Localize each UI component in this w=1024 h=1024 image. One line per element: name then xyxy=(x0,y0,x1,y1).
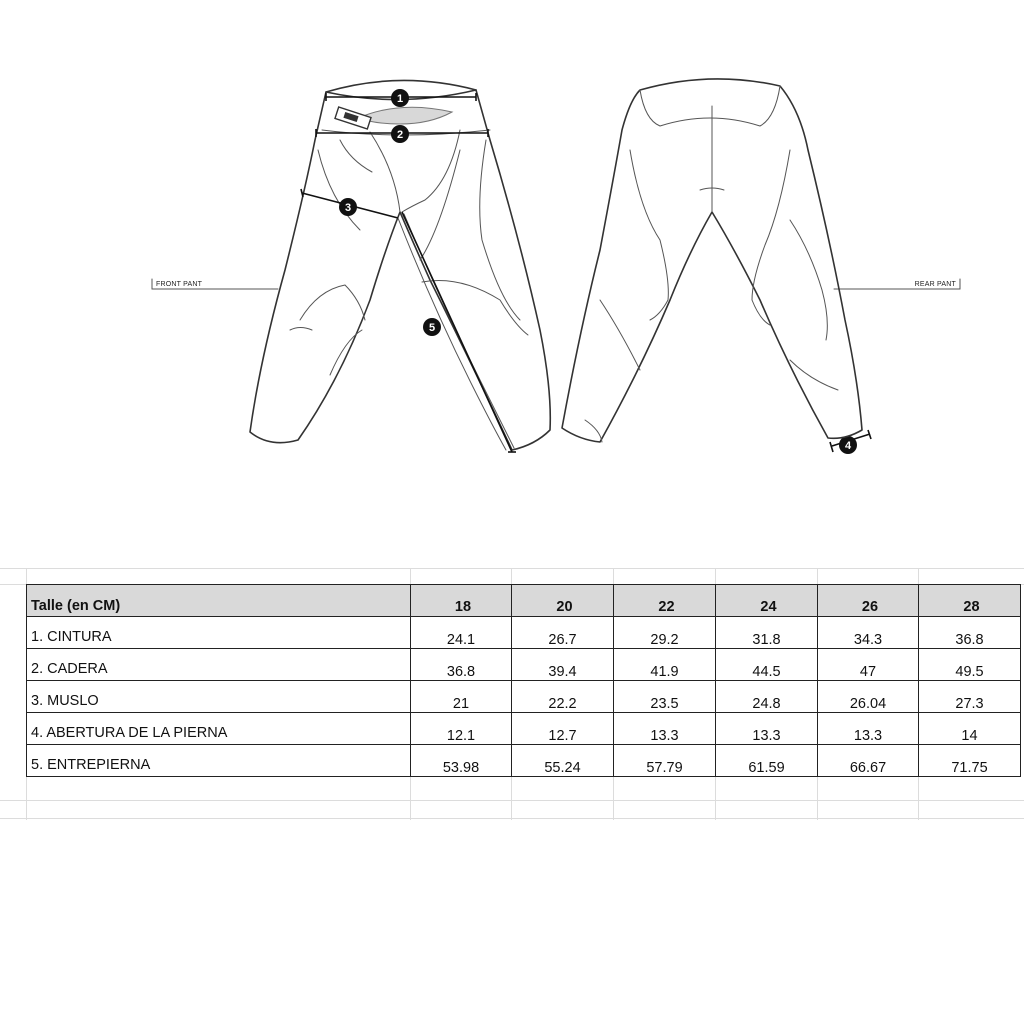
marker-5-label: 5 xyxy=(428,322,436,334)
size-header: 20 xyxy=(512,585,614,617)
header-label: Talle (en CM) xyxy=(27,585,411,617)
row-label: 5. ENTREPIERNA xyxy=(27,745,411,777)
table-header-row xyxy=(27,585,1021,617)
table-cell: 61.59 xyxy=(716,745,818,777)
table-cell: 44.5 xyxy=(716,649,818,681)
table-cell: 12.7 xyxy=(512,713,614,745)
table-cell: 57.79 xyxy=(614,745,716,777)
size-chart-table xyxy=(26,584,1021,777)
front-pant-label: FRONT PANT xyxy=(156,281,203,288)
table-cell: 27.3 xyxy=(919,681,1021,713)
table-cell: 29.2 xyxy=(614,617,716,649)
size-header: 28 xyxy=(919,585,1021,617)
marker-4-label: 4 xyxy=(844,440,852,452)
table-cell: 12.1 xyxy=(411,713,512,745)
size-header: 22 xyxy=(614,585,716,617)
table-cell: 13.3 xyxy=(614,713,716,745)
table-cell: 21 xyxy=(411,681,512,713)
table-cell: 66.67 xyxy=(818,745,919,777)
table-cell: 71.75 xyxy=(919,745,1021,777)
table-cell: 26.04 xyxy=(818,681,919,713)
table-row xyxy=(27,649,1021,681)
marker-4 xyxy=(839,436,857,454)
row-label: 1. CINTURA xyxy=(27,617,411,649)
table-cell: 13.3 xyxy=(818,713,919,745)
marker-2-label: 2 xyxy=(396,129,404,141)
table-cell: 13.3 xyxy=(716,713,818,745)
table-cell: 36.8 xyxy=(411,649,512,681)
table-cell: 55.24 xyxy=(512,745,614,777)
marker-3 xyxy=(339,198,357,216)
size-header: 26 xyxy=(818,585,919,617)
row-label: 4. ABERTURA DE LA PIERNA xyxy=(27,713,411,745)
marker-2 xyxy=(391,125,409,143)
row-label: 3. MUSLO xyxy=(27,681,411,713)
table-cell: 26.7 xyxy=(512,617,614,649)
size-header: 18 xyxy=(411,585,512,617)
rear-pant-drawing xyxy=(562,79,862,442)
marker-5 xyxy=(423,318,441,336)
table-cell: 39.4 xyxy=(512,649,614,681)
rear-pant-label: REAR PANT xyxy=(914,281,956,288)
table-cell: 53.98 xyxy=(411,745,512,777)
table-cell: 36.8 xyxy=(919,617,1021,649)
pants-measurement-diagram xyxy=(0,0,1024,480)
marker-1 xyxy=(391,89,409,107)
table-cell: 14 xyxy=(919,713,1021,745)
rear-pant-callout xyxy=(834,279,960,289)
table-cell: 41.9 xyxy=(614,649,716,681)
table-row xyxy=(27,745,1021,777)
size-header: 24 xyxy=(716,585,818,617)
marker-3-label: 3 xyxy=(344,202,352,214)
table-cell: 24.1 xyxy=(411,617,512,649)
table-cell: 23.5 xyxy=(614,681,716,713)
marker-1-label: 1 xyxy=(396,93,404,105)
measurement-lines xyxy=(301,93,871,452)
table-cell: 34.3 xyxy=(818,617,919,649)
table-cell: 22.2 xyxy=(512,681,614,713)
table-cell: 24.8 xyxy=(716,681,818,713)
table-cell: 49.5 xyxy=(919,649,1021,681)
table-row xyxy=(27,617,1021,649)
row-label: 2. CADERA xyxy=(27,649,411,681)
front-pant-callout xyxy=(152,279,278,289)
table-row xyxy=(27,681,1021,713)
table-row xyxy=(27,713,1021,745)
table-cell: 31.8 xyxy=(716,617,818,649)
table-cell: 47 xyxy=(818,649,919,681)
